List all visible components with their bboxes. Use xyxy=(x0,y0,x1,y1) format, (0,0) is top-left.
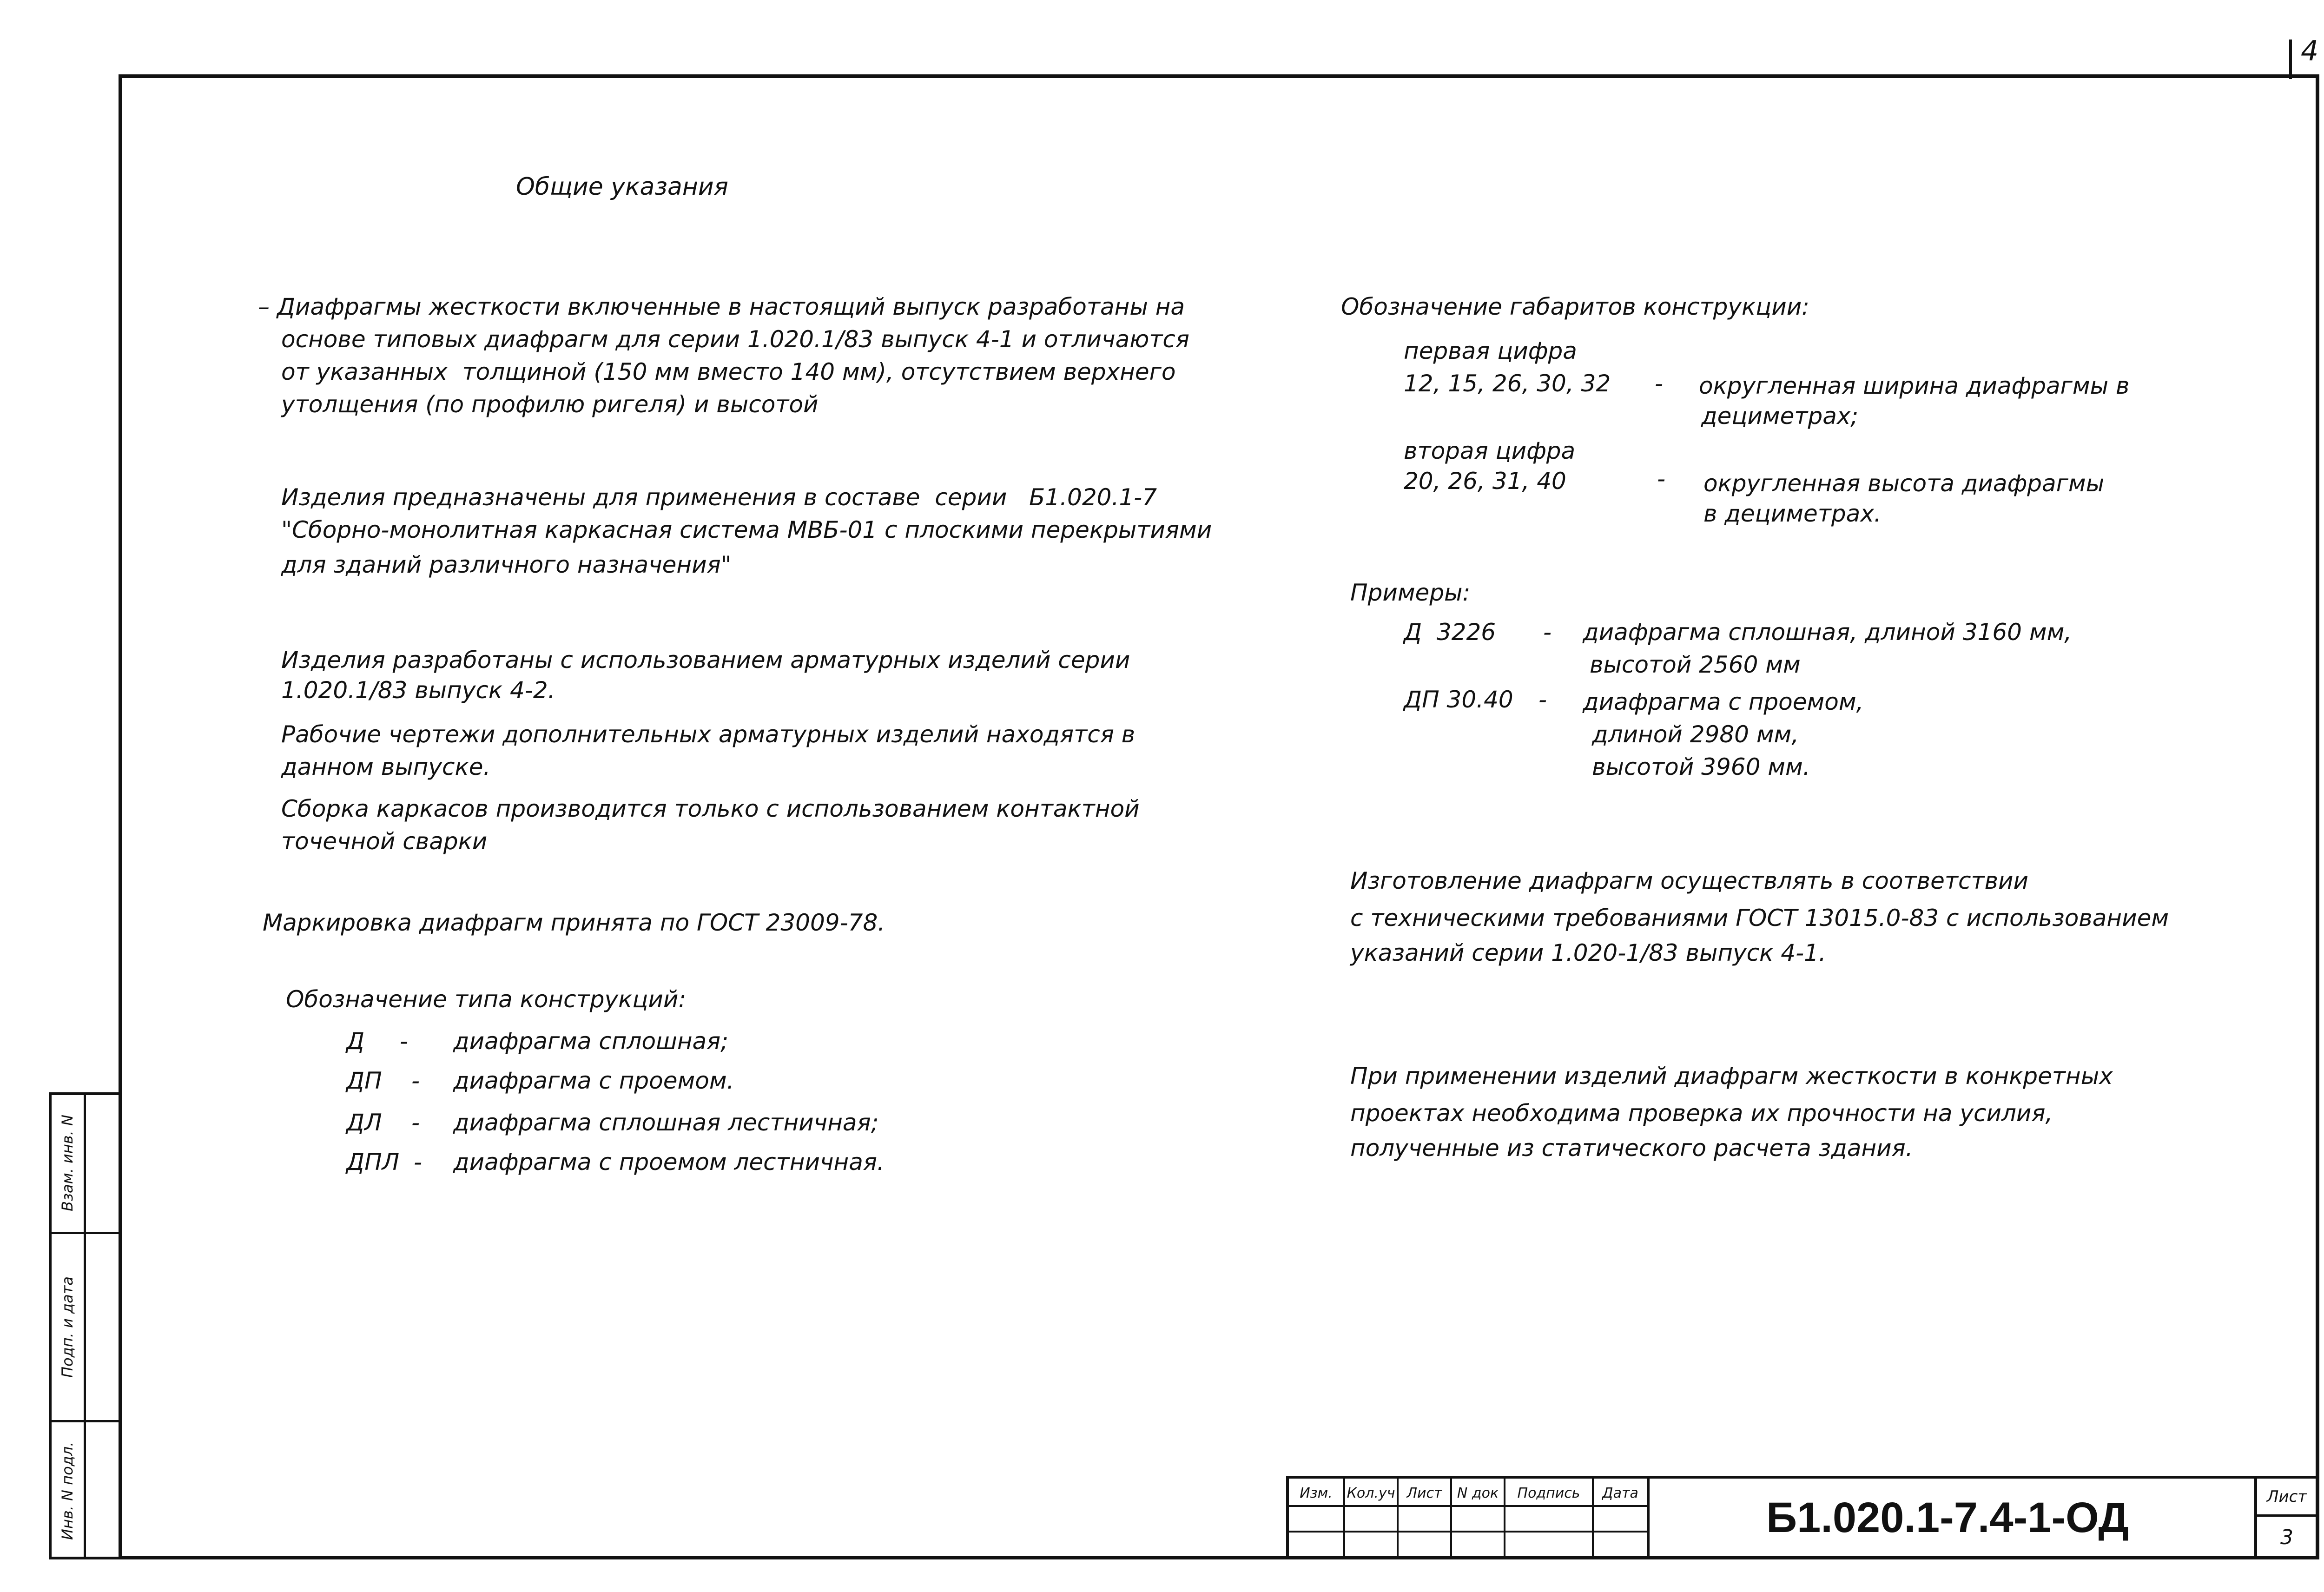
example-1-desc-1: диафрагма сплошная, длиной 3160 мм, xyxy=(1583,619,2072,646)
type-desc: диафрагма с проемом. xyxy=(453,1067,734,1094)
example-2-desc-2: длиной 2980 мм, xyxy=(1592,721,1799,748)
second-digit-desc-1: округленная высота диафрагмы xyxy=(1703,470,2105,497)
type-desc: диафрагма сплошная; xyxy=(453,1028,729,1055)
type-code: ДЛ xyxy=(346,1109,382,1136)
para-2-line-3: для зданий различного назначения" xyxy=(281,551,732,578)
para-5-line-2: точечной сварки xyxy=(281,828,488,855)
first-digit-desc-1: округленная ширина диафрагмы в xyxy=(1699,372,2130,399)
first-digit-label: первая цифра xyxy=(1404,337,1577,364)
example-2-code: ДП 30.40 xyxy=(1404,686,1513,713)
manufacture-line-1: Изготовление диафрагм осуществлять в соответствии xyxy=(1350,867,2029,894)
examples-heading: Примеры: xyxy=(1350,579,1471,606)
col-n-dok: N док xyxy=(1457,1485,1499,1501)
second-digit-desc-2: в дециметрах. xyxy=(1703,500,1882,527)
application-line-2: проектах необходима проверка их прочности на усилия, xyxy=(1350,1100,2053,1127)
type-code: ДПЛ xyxy=(346,1149,400,1176)
type-code: Д xyxy=(346,1028,365,1055)
type-code: ДП xyxy=(346,1067,382,1094)
para-4-line-1: Рабочие чертежи дополнительных арматурных изделий находятся в xyxy=(281,721,1136,748)
sheet-box-left xyxy=(2254,1477,2257,1559)
document-designation: Б1.020.1-7.4-1-ОД xyxy=(1766,1494,2129,1541)
second-digit-values: 20, 26, 31, 40 xyxy=(1404,468,1566,495)
application-line-1: При применении изделий диафрагм жесткости в конкретных xyxy=(1350,1063,2113,1090)
type-desc: диафрагма сплошная лестничная; xyxy=(453,1109,879,1136)
type-dash: - xyxy=(400,1028,409,1055)
para-2-line-2: "Сборно-монолитная каркасная система МВБ-01 с плоскими перекрытиями xyxy=(281,516,1212,543)
second-digit-dash: - xyxy=(1657,465,1666,492)
stamp-inv-podl: Инв. N подл. xyxy=(59,1441,76,1540)
title-block-top-border xyxy=(1287,1476,2317,1479)
sheet-label: Лист xyxy=(2266,1487,2307,1506)
second-digit-label: вторая цифра xyxy=(1404,437,1576,464)
type-dash: - xyxy=(411,1067,420,1094)
example-2-desc-1: диафрагма с проемом, xyxy=(1583,688,1864,715)
type-dash: - xyxy=(414,1149,423,1176)
stamp-podp-data: Подп. и дата xyxy=(59,1276,76,1378)
para-2-line-1: Изделия предназначены для применения в составе серии Б1.020.1-7 xyxy=(281,484,1157,511)
para-1-line-3: от указанных толщиной (150 мм вместо 140 мм), отсутствием верхнего xyxy=(281,358,1176,385)
first-digit-dash: - xyxy=(1655,370,1664,397)
side-stamp xyxy=(49,1092,122,1559)
para-6: Маркировка диафрагм принята по ГОСТ 23009-78. xyxy=(263,909,885,936)
type-desc: диафрагма с проемом лестничная. xyxy=(453,1149,885,1176)
example-1-dash: - xyxy=(1543,619,1552,646)
col-data: Дата xyxy=(1602,1485,1638,1501)
page-title: Общие указания xyxy=(516,173,728,201)
type-dash: - xyxy=(411,1109,420,1136)
manufacture-line-2: с техническими требованиями ГОСТ 13015.0-83 с использованием xyxy=(1350,905,2169,931)
sheet-number: 3 xyxy=(2280,1526,2293,1549)
para-1-line-4: утолщения (по профилю ригеля) и высотой xyxy=(281,391,819,418)
example-2-dash: - xyxy=(1538,686,1547,713)
col-izm: Изм. xyxy=(1300,1485,1333,1501)
example-1-desc-2: высотой 2560 мм xyxy=(1590,651,1801,678)
application-line-3: полученные из статического расчета здания. xyxy=(1350,1135,1913,1162)
type-heading: Обозначение типа конструкций: xyxy=(286,986,687,1013)
manufacture-line-3: указаний серии 1.020-1/83 выпуск 4-1. xyxy=(1350,939,1826,966)
col-kol-uch: Кол.уч xyxy=(1347,1485,1395,1501)
para-3-line-1: Изделия разработаны с использованием арматурных изделий серии xyxy=(281,647,1130,674)
first-digit-values: 12, 15, 26, 30, 32 xyxy=(1404,370,1611,397)
page-number: 4 xyxy=(2301,35,2319,67)
page-number-tick xyxy=(2289,40,2292,79)
para-1-line-2: основе типовых диафрагм для серии 1.020.1/83 выпуск 4-1 и отличаются xyxy=(281,326,1190,353)
example-2-desc-3: высотой 3960 мм. xyxy=(1592,753,1810,780)
para-4-line-2: данном выпуске. xyxy=(281,753,491,780)
sheet-box-divider xyxy=(2256,1514,2318,1517)
dim-heading: Обозначение габаритов конструкции: xyxy=(1341,293,1810,320)
col-podpis: Подпись xyxy=(1517,1485,1580,1501)
para-5-line-1: Сборка каркасов производится только с использованием контактной xyxy=(281,795,1140,822)
para-3-line-2: 1.020.1/83 выпуск 4-2. xyxy=(281,677,555,704)
example-1-code: Д 3226 xyxy=(1404,619,1496,646)
col-list: Лист xyxy=(1406,1485,1442,1501)
stamp-vzam-inv: Взам. инв. N xyxy=(59,1115,76,1212)
first-digit-desc-2: дециметрах; xyxy=(1701,403,1859,429)
para-1-line-1: – Диафрагмы жесткости включенные в настоящий выпуск разработаны на xyxy=(258,293,1185,320)
